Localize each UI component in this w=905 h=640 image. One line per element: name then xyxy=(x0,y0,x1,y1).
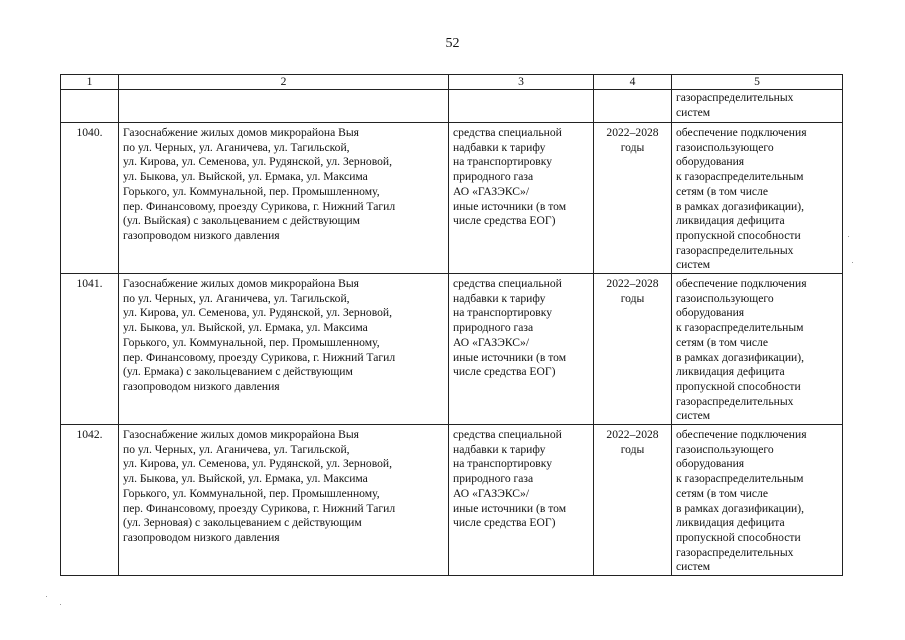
header-col-5: 5 xyxy=(672,75,843,90)
row-number: 1041. xyxy=(61,274,119,425)
continuation-source-cell xyxy=(449,90,594,123)
header-col-2: 2 xyxy=(119,75,449,90)
funding-source: средства специальной надбавки к тарифу на транспортировку природного газа АО «ГАЗЭКС»/ иные источники (в том числе средства ЕОГ) xyxy=(449,274,594,425)
header-col-4: 4 xyxy=(594,75,672,90)
table-row xyxy=(61,123,843,274)
funding-source: средства специальной надбавки к тарифу на транспортировку природного газа АО «ГАЗЭКС»/ иные источники (в том числе средства ЕОГ) xyxy=(449,425,594,576)
continuation-row xyxy=(61,90,843,123)
header-row xyxy=(61,75,843,90)
implementation-period: 2022–2028 годы xyxy=(594,425,672,576)
continuation-result-cell: газораспределительных систем xyxy=(672,90,843,123)
scan-speck xyxy=(46,596,47,597)
implementation-period: 2022–2028 годы xyxy=(594,123,672,274)
scan-speck xyxy=(852,262,853,263)
object-description: Газоснабжение жилых домов микрорайона Выя по ул. Черных, ул. Аганичева, ул. Тагильской, ул. Кирова, ул. Семенова, ул. Рудянской, ул. Зерновой, ул. Быкова, ул. Выйской, ул. Ермака, ул. Максима Горького, ул. Коммунальной, пер. Промышленному, пер. Финансовому, проезду Сурикова, г. Нижний Тагил (ул. Ермака) с закольцеванием с действующим газопроводом низкого давления xyxy=(119,274,449,425)
scan-speck xyxy=(60,604,61,605)
funding-source: средства специальной надбавки к тарифу на транспортировку природного газа АО «ГАЗЭКС»/ иные источники (в том числе средства ЕОГ) xyxy=(449,123,594,274)
table-row xyxy=(61,425,843,576)
object-description: Газоснабжение жилых домов микрорайона Выя по ул. Черных, ул. Аганичева, ул. Тагильской, ул. Кирова, ул. Семенова, ул. Рудянской, ул. Зерновой, ул. Быкова, ул. Выйской, ул. Ермака, ул. Максима Горького, ул. Коммунальной, пер. Промышленному, пер. Финансовому, проезду Сурикова, г. Нижний Тагил (ул. Выйская) с закольцеванием с действующим газопроводом низкого давления xyxy=(119,123,449,274)
row-number: 1040. xyxy=(61,123,119,274)
program-table xyxy=(60,74,843,576)
continuation-object-cell xyxy=(119,90,449,123)
object-description: Газоснабжение жилых домов микрорайона Выя по ул. Черных, ул. Аганичева, ул. Тагильской, ул. Кирова, ул. Семенова, ул. Рудянской, ул. Зерновой, ул. Быкова, ул. Выйской, ул. Ермака, ул. Максима Горького, ул. Коммунальной, пер. Промышленному, пер. Финансовому, проезду Сурикова, г. Нижний Тагил (ул. Зерновая) с закольцеванием с действующим газопроводом низкого давления xyxy=(119,425,449,576)
header-col-1: 1 xyxy=(61,75,119,90)
header-col-3: 3 xyxy=(449,75,594,90)
scan-speck xyxy=(848,236,849,237)
expected-result: обеспечение подключения газоиспользующего оборудования к газораспределительным сетям (в том числе в рамках догазификации), ликвидация дефицита пропускной способности газораспределительных систем xyxy=(672,274,843,425)
implementation-period: 2022–2028 годы xyxy=(594,274,672,425)
expected-result: обеспечение подключения газоиспользующего оборудования к газораспределительным сетям (в том числе в рамках догазификации), ликвидация дефицита пропускной способности газораспределительных систем xyxy=(672,123,843,274)
row-number: 1042. xyxy=(61,425,119,576)
page-number: 52 xyxy=(445,36,460,51)
table-row xyxy=(61,274,843,425)
expected-result: обеспечение подключения газоиспользующего оборудования к газораспределительным сетям (в том числе в рамках догазификации), ликвидация дефицита пропускной способности газораспределительных систем xyxy=(672,425,843,576)
continuation-num-cell xyxy=(61,90,119,123)
continuation-period-cell xyxy=(594,90,672,123)
